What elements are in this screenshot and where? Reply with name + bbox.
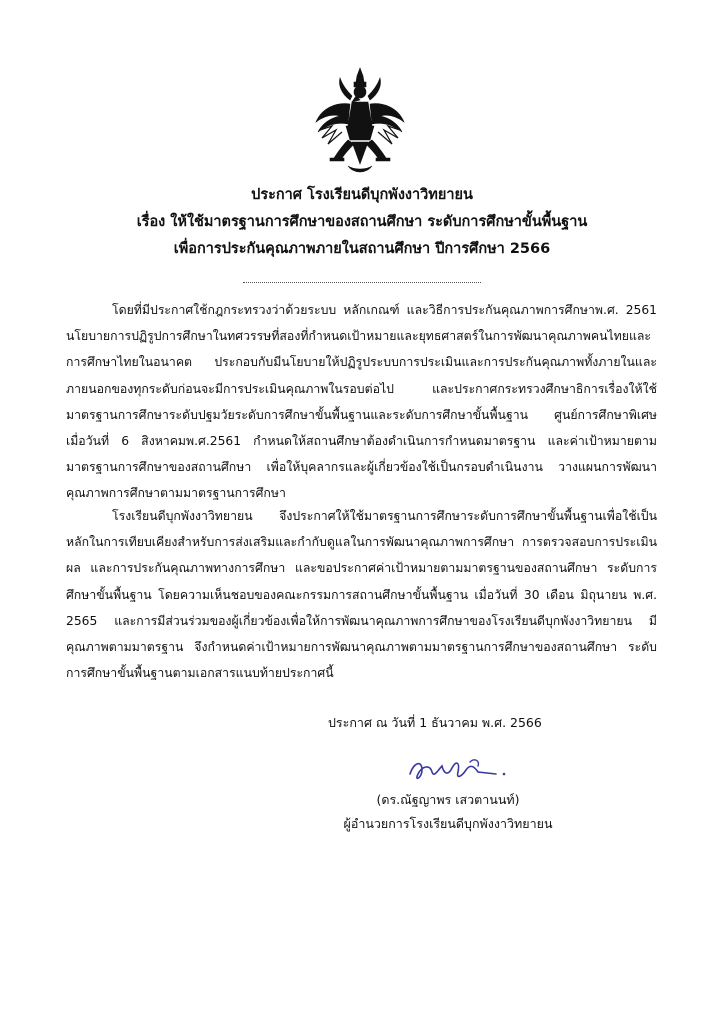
- handwritten-signature: [400, 752, 530, 788]
- announcement-title: [60, 182, 664, 263]
- signer-name: (ดร.ณัฐญาพร เสวตานนท์): [376, 792, 520, 807]
- body-paragraph-1: โดยที่มีประกาศใช้กฎกระทรวงว่าด้วยระบบ หลักเกณฑ์ และวิธีการประกันคุณภาพการศึกษาพ.ศ. 2561 นโยบายการปฏิรูปการศึกษาในทศวรรษที่สองที่กำหนดเป้าหมายและยุทธศาสตร์ในการพัฒนาคุณภาพคนไทยและการศึกษาไทยในอนาคต ประกอบกับมีนโยบายให้ปฏิรูประบบการประเมินและการประกันคุณภาพทั้งภายในและภายนอกของทุกระดับก่อนจะมีการประเมินคุณภาพในรอบต่อไป และประกาศกระทรวงศึกษาธิการเรื่องให้ใช้มาตรฐานการศึกษาระดับปฐมวัยระดับการศึกษาขั้นพื้นฐานและระดับการศึกษาขั้นพื้นฐาน ศูนย์การศึกษาพิเศษ เมื่อวันที่ 6 สิงหาคมพ.ศ.2561 กำหนดให้สถานศึกษาต้องดำเนินการกำหนดมาตรฐาน และค่าเป้าหมายตามมาตรฐานการศึกษาของสถานศึกษา เพื่อให้บุคลากรและผู้เกี่ยวข้องใช้เป็นกรอบดำเนินงาน วางแผนการพัฒนาคุณภาพการศึกษาตามมาตรฐานการศึกษา: [66, 303, 657, 501]
- signer-title: ผู้อำนวยการโรงเรียนดีบุกพังงาวิทยายน: [343, 816, 553, 831]
- announcement-date: ประกาศ ณ วันที่ 1 ธันวาคม พ.ศ. 2566: [328, 715, 542, 730]
- title-line-2: เรื่อง ให้ใช้มาตรฐานการศึกษาของสถานศึกษา ระดับการศึกษาขั้นพื้นฐาน: [136, 214, 588, 230]
- body-paragraph-2: โรงเรียนดีบุกพังงาวิทยายน จึงประกาศให้ใช้มาตรฐานการศึกษาระดับการศึกษาขั้นพื้นฐานเพื่อใช้เป็นหลักในการเทียบเคียงสำหรับการส่งเสริมและกำกับดูแลในการพัฒนาคุณภาพการศึกษา การตรวจสอบการประเมินผล และการประกันคุณภาพทางการศึกษา และขอประกาศค่าเป้าหมายตามมาตรฐานของสถานศึกษา ระดับการศึกษาขั้นพื้นฐาน โดยความเห็นชอบของคณะกรรมการสถานศึกษาขั้นพื้นฐาน เมื่อวันที่ 30 เดือน มิถุนายน พ.ศ. 2565 และการมีส่วนร่วมของผู้เกี่ยวข้องเพื่อให้การพัฒนาคุณภาพการศึกษาของโรงเรียนดีบุกพังงาวิทยายน มีคุณภาพตามมาตรฐาน จึงกำหนดค่าเป้าหมายการพัฒนาคุณภาพตามมาตรฐานการศึกษาของสถานศึกษา ระดับการศึกษาขั้นพื้นฐานตามเอกสารแนบท้ายประกาศนี้: [66, 509, 657, 681]
- dotted-separator: [243, 282, 481, 283]
- garuda-emblem-icon: [312, 66, 408, 178]
- title-line-3: เพื่อการประกันคุณภาพภายในสถานศึกษา ปีการศึกษา 2566: [173, 241, 551, 257]
- title-line-1: ประกาศ โรงเรียนดีบุกพังงาวิทยายน: [251, 187, 473, 203]
